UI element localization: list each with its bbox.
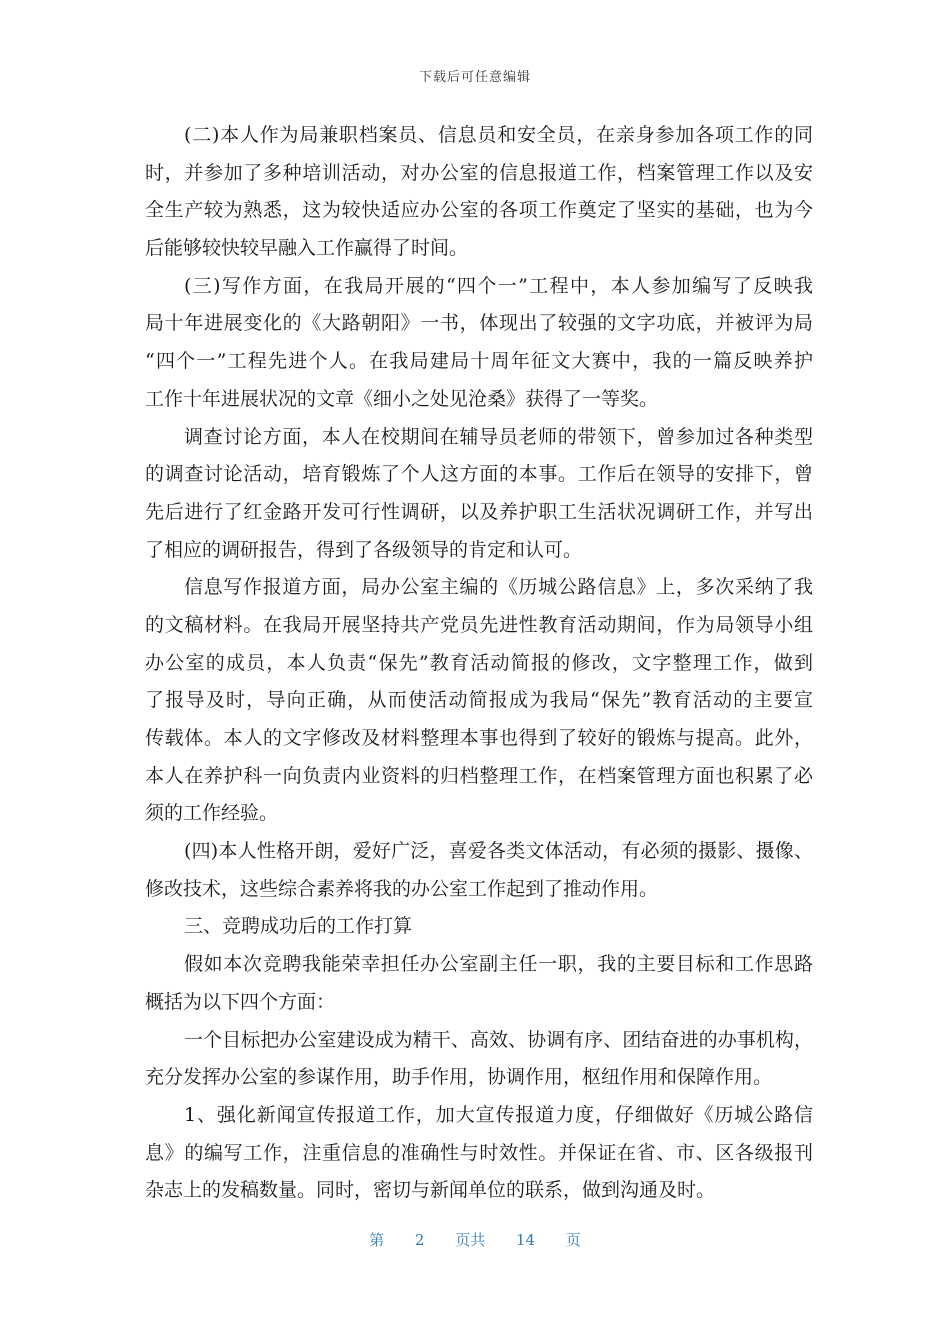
footer-label-page: 第 xyxy=(369,1231,385,1249)
text-line: 概括为以下四个方面： xyxy=(145,990,336,1013)
text-line: 全生产较为熟悉，这为较快适应办公室的各项工作奠定了坚实的基础，也为今 xyxy=(145,199,813,222)
text-line: “四个一”工程先进个人。在我局建局十周年征文大赛中，我的一篇反映养护 xyxy=(145,350,813,373)
text-line: 假如本次竞聘我能荣幸担任办公室副主任一职，我的主要目标和工作思路 xyxy=(184,953,813,976)
text-line: 息》的编写工作，注重信息的准确性与时效性。并保证在省、市、区各级报刊 xyxy=(145,1141,813,1164)
text-line: 局十年进展变化的《大路朝阳》一书，体现出了较强的文字功底，并被评为局 xyxy=(145,312,813,335)
paragraph xyxy=(145,1097,813,1210)
text-line: 先后进行了红金路开发可行性调研，以及养护职工生活状况调研工作，并写出 xyxy=(145,500,813,523)
text-line: 一个目标把办公室建设成为精干、高效、协调有序、团结奋进的办事机构， xyxy=(184,1028,813,1051)
text-line: 信息写作报道方面，局办公室主编的《历城公路信息》上，多次采纳了我 xyxy=(184,576,813,599)
paragraph xyxy=(145,569,813,833)
text-line: (二)本人作为局兼职档案员、信息员和安全员，在亲身参加各项工作的同 xyxy=(184,124,813,146)
document-body xyxy=(145,117,813,1210)
paragraph xyxy=(145,833,813,908)
text-line: 的调查讨论活动，培育锻炼了个人这方面的本事。工作后在领导的安排下，曾 xyxy=(145,463,813,486)
footer-label-page-of: 页共 xyxy=(455,1231,486,1249)
page-footer xyxy=(0,1229,950,1250)
text-line: 调查讨论方面，本人在校期间在辅导员老师的带领下，曾参加过各种类型 xyxy=(184,425,813,448)
text-line: (四)本人性格开朗，爱好广泛，喜爱各类文体活动，有必须的摄影、摄像、 xyxy=(184,840,813,863)
text-line: 工作十年进展状况的文章《细小之处见沧桑》获得了一等奖。 xyxy=(145,387,659,410)
footer-page-number: 2 xyxy=(414,1231,425,1249)
text-line: 办公室的成员，本人负责“保先”教育活动简报的修改，文字整理工作，做到 xyxy=(145,651,813,674)
text-line: 充分发挥办公室的参谋作用，助手作用，协调作用，枢纽作用和保障作用。 xyxy=(145,1066,773,1089)
text-line: 杂志上的发稿数量。同时，密切与新闻单位的联系，做到沟通及时。 xyxy=(145,1179,716,1202)
text-line: 修改技术，这些综合素养将我的办公室工作起到了推动作用。 xyxy=(145,877,659,900)
text-line: (三)写作方面，在我局开展的“四个一”工程中，本人参加编写了反映我 xyxy=(184,274,813,297)
section-heading xyxy=(145,908,813,946)
text-line: 了报导及时，导向正确，从而使活动简报成为我局“保先”教育活动的主要宣 xyxy=(145,689,813,712)
footer-label-pages: 页 xyxy=(565,1231,581,1249)
paragraph xyxy=(145,117,813,268)
paragraph xyxy=(145,946,813,1021)
paragraph xyxy=(145,268,813,419)
text-line: 传载体。本人的文字修改及材料整理本事也得到了较好的锻炼与提高。此外， xyxy=(145,727,813,749)
text-line: 了相应的调研报告，得到了各级领导的肯定和认可。 xyxy=(145,538,583,561)
text-line: 的文稿材料。在我局开展坚持共产党员先进性教育活动期间，作为局领导小组 xyxy=(145,613,813,636)
footer-total-pages: 14 xyxy=(516,1231,536,1249)
text-line: 须的工作经验。 xyxy=(145,802,279,825)
text-line: 时，并参加了多种培训活动，对办公室的信息报道工作，档案管理工作以及安 xyxy=(145,161,813,184)
text-line: 后能够较快较早融入工作赢得了时间。 xyxy=(145,237,469,260)
paragraph xyxy=(145,419,813,570)
text-line: 本人在养护科一向负责内业资料的归档整理工作，在档案管理方面也积累了必 xyxy=(145,764,813,787)
page-header: 下载后可任意编辑 xyxy=(418,70,531,85)
text-line: 1、强化新闻宣传报道工作，加大宣传报道力度，仔细做好《历城公路信 xyxy=(184,1103,813,1126)
paragraph xyxy=(145,1022,813,1097)
text-line: 三、竞聘成功后的工作打算 xyxy=(184,915,413,938)
